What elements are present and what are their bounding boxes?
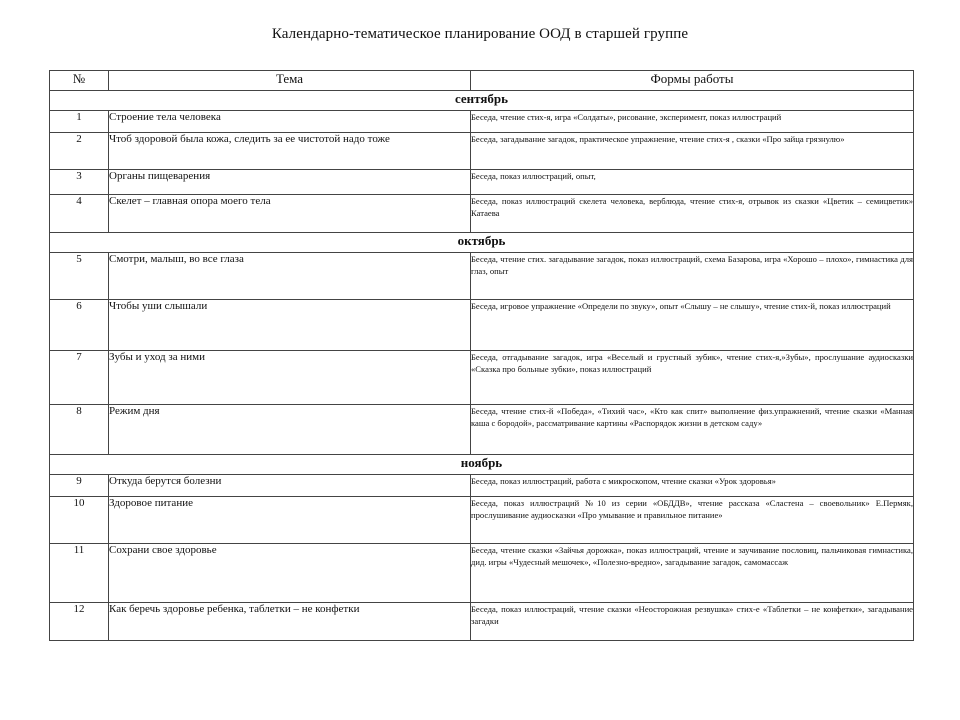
- row-forms: Беседа, чтение стих-я, игра «Солдаты», рисование, эксперимент, показ иллюстраций: [471, 111, 914, 133]
- table-row: [50, 111, 914, 133]
- table-row: [50, 300, 914, 351]
- row-forms: Беседа, загадывание загадок, практическое упражнение, чтение стих-я , сказки «Про зайца грязнулю»: [471, 133, 914, 170]
- row-number: 7: [50, 351, 109, 405]
- row-number: 5: [50, 253, 109, 300]
- row-topic: Как беречь здоровье ребенка, таблетки – не конфетки: [109, 603, 471, 641]
- month-label: сентябрь: [50, 91, 914, 111]
- row-topic: Режим дня: [109, 405, 471, 455]
- table-row: [50, 603, 914, 641]
- month-label: ноябрь: [50, 455, 914, 475]
- row-number: 10: [50, 497, 109, 544]
- table-row: [50, 405, 914, 455]
- row-number: 6: [50, 300, 109, 351]
- month-label: октябрь: [50, 233, 914, 253]
- row-topic: Органы пищеварения: [109, 170, 471, 195]
- row-forms: Беседа, показ иллюстраций, чтение сказки «Неосторожная резвушка» стих-е «Таблетки – не конфетки», загадывание загадки: [471, 603, 914, 641]
- row-forms: Беседа, показ иллюстраций, опыт,: [471, 170, 914, 195]
- row-forms: Беседа, чтение стих. загадывание загадок, показ иллюстраций, схема Базарова, игра «Хорошо – плохо», гимнастика для глаз, опыт: [471, 253, 914, 300]
- table-row: [50, 195, 914, 233]
- table-row: [50, 133, 914, 170]
- row-forms: Беседа, отгадывание загадок, игра «Веселый и грустный зубик», чтение стих-я,»Зубы», прослушание аудиосказки «Сказка про больные зубки», показ иллюстраций: [471, 351, 914, 405]
- row-topic: Смотри, малыш, во все глаза: [109, 253, 471, 300]
- table-row: [50, 170, 914, 195]
- row-topic: Чтобы уши слышали: [109, 300, 471, 351]
- row-topic: Здоровое питание: [109, 497, 471, 544]
- row-forms: Беседа, показ иллюстраций скелета человека, верблюда, чтение стих-я, отрывок из сказки «Цветик – семицветик» Катаева: [471, 195, 914, 233]
- header-topic: Тема: [109, 71, 471, 91]
- month-row: [50, 91, 914, 111]
- row-number: 4: [50, 195, 109, 233]
- table-header-row: [50, 71, 914, 91]
- row-number: 11: [50, 544, 109, 603]
- row-topic: Откуда берутся болезни: [109, 475, 471, 497]
- row-number: 12: [50, 603, 109, 641]
- table-row: [50, 351, 914, 405]
- header-num: №: [50, 71, 109, 91]
- row-topic: Чтоб здоровой была кожа, следить за ее чистотой надо тоже: [109, 133, 471, 170]
- row-forms: Беседа, чтение сказки «Зайчья дорожка», показ иллюстраций, чтение и заучивание пословиц, пальчиковая гимнастика, дид. игры «Чудесный мешочек», «Полезно-вредно», загадывание загадок, самомассаж: [471, 544, 914, 603]
- planning-table: [49, 70, 914, 641]
- row-number: 1: [50, 111, 109, 133]
- row-topic: Скелет – главная опора моего тела: [109, 195, 471, 233]
- row-number: 9: [50, 475, 109, 497]
- page-title: Календарно-тематическое планирование ООД в старшей группе: [271, 26, 689, 42]
- table-row: [50, 253, 914, 300]
- header-forms: Формы работы: [471, 71, 914, 91]
- row-number: 8: [50, 405, 109, 455]
- row-topic: Строение тела человека: [109, 111, 471, 133]
- row-number: 2: [50, 133, 109, 170]
- row-forms: Беседа, чтение стих-й «Победа», «Тихий час», «Кто как спит» выполнение физ.упражнений, чтение сказки «Манная каша с бородой», рассматривание картины «Распорядок жизни в детском саду»: [471, 405, 914, 455]
- row-number: 3: [50, 170, 109, 195]
- row-topic: Зубы и уход за ними: [109, 351, 471, 405]
- row-forms: Беседа, игровое упражнение «Определи по звуку», опыт «Слышу – не слышу», чтение стих-й, показ иллюстраций: [471, 300, 914, 351]
- row-forms: Беседа, показ иллюстраций, работа с микроскопом, чтение сказки «Урок здоровья»: [471, 475, 914, 497]
- month-row: [50, 233, 914, 253]
- table-row: [50, 544, 914, 603]
- table-row: [50, 475, 914, 497]
- table-row: [50, 497, 914, 544]
- row-forms: Беседа, показ иллюстраций №10 из серии «ОБДДВ», чтение рассказа «Сластена – своевольник» Е.Пермяк, прослушивание аудиосказки «Про умывание и правильное питание»: [471, 497, 914, 544]
- month-row: [50, 455, 914, 475]
- row-topic: Сохрани свое здоровье: [109, 544, 471, 603]
